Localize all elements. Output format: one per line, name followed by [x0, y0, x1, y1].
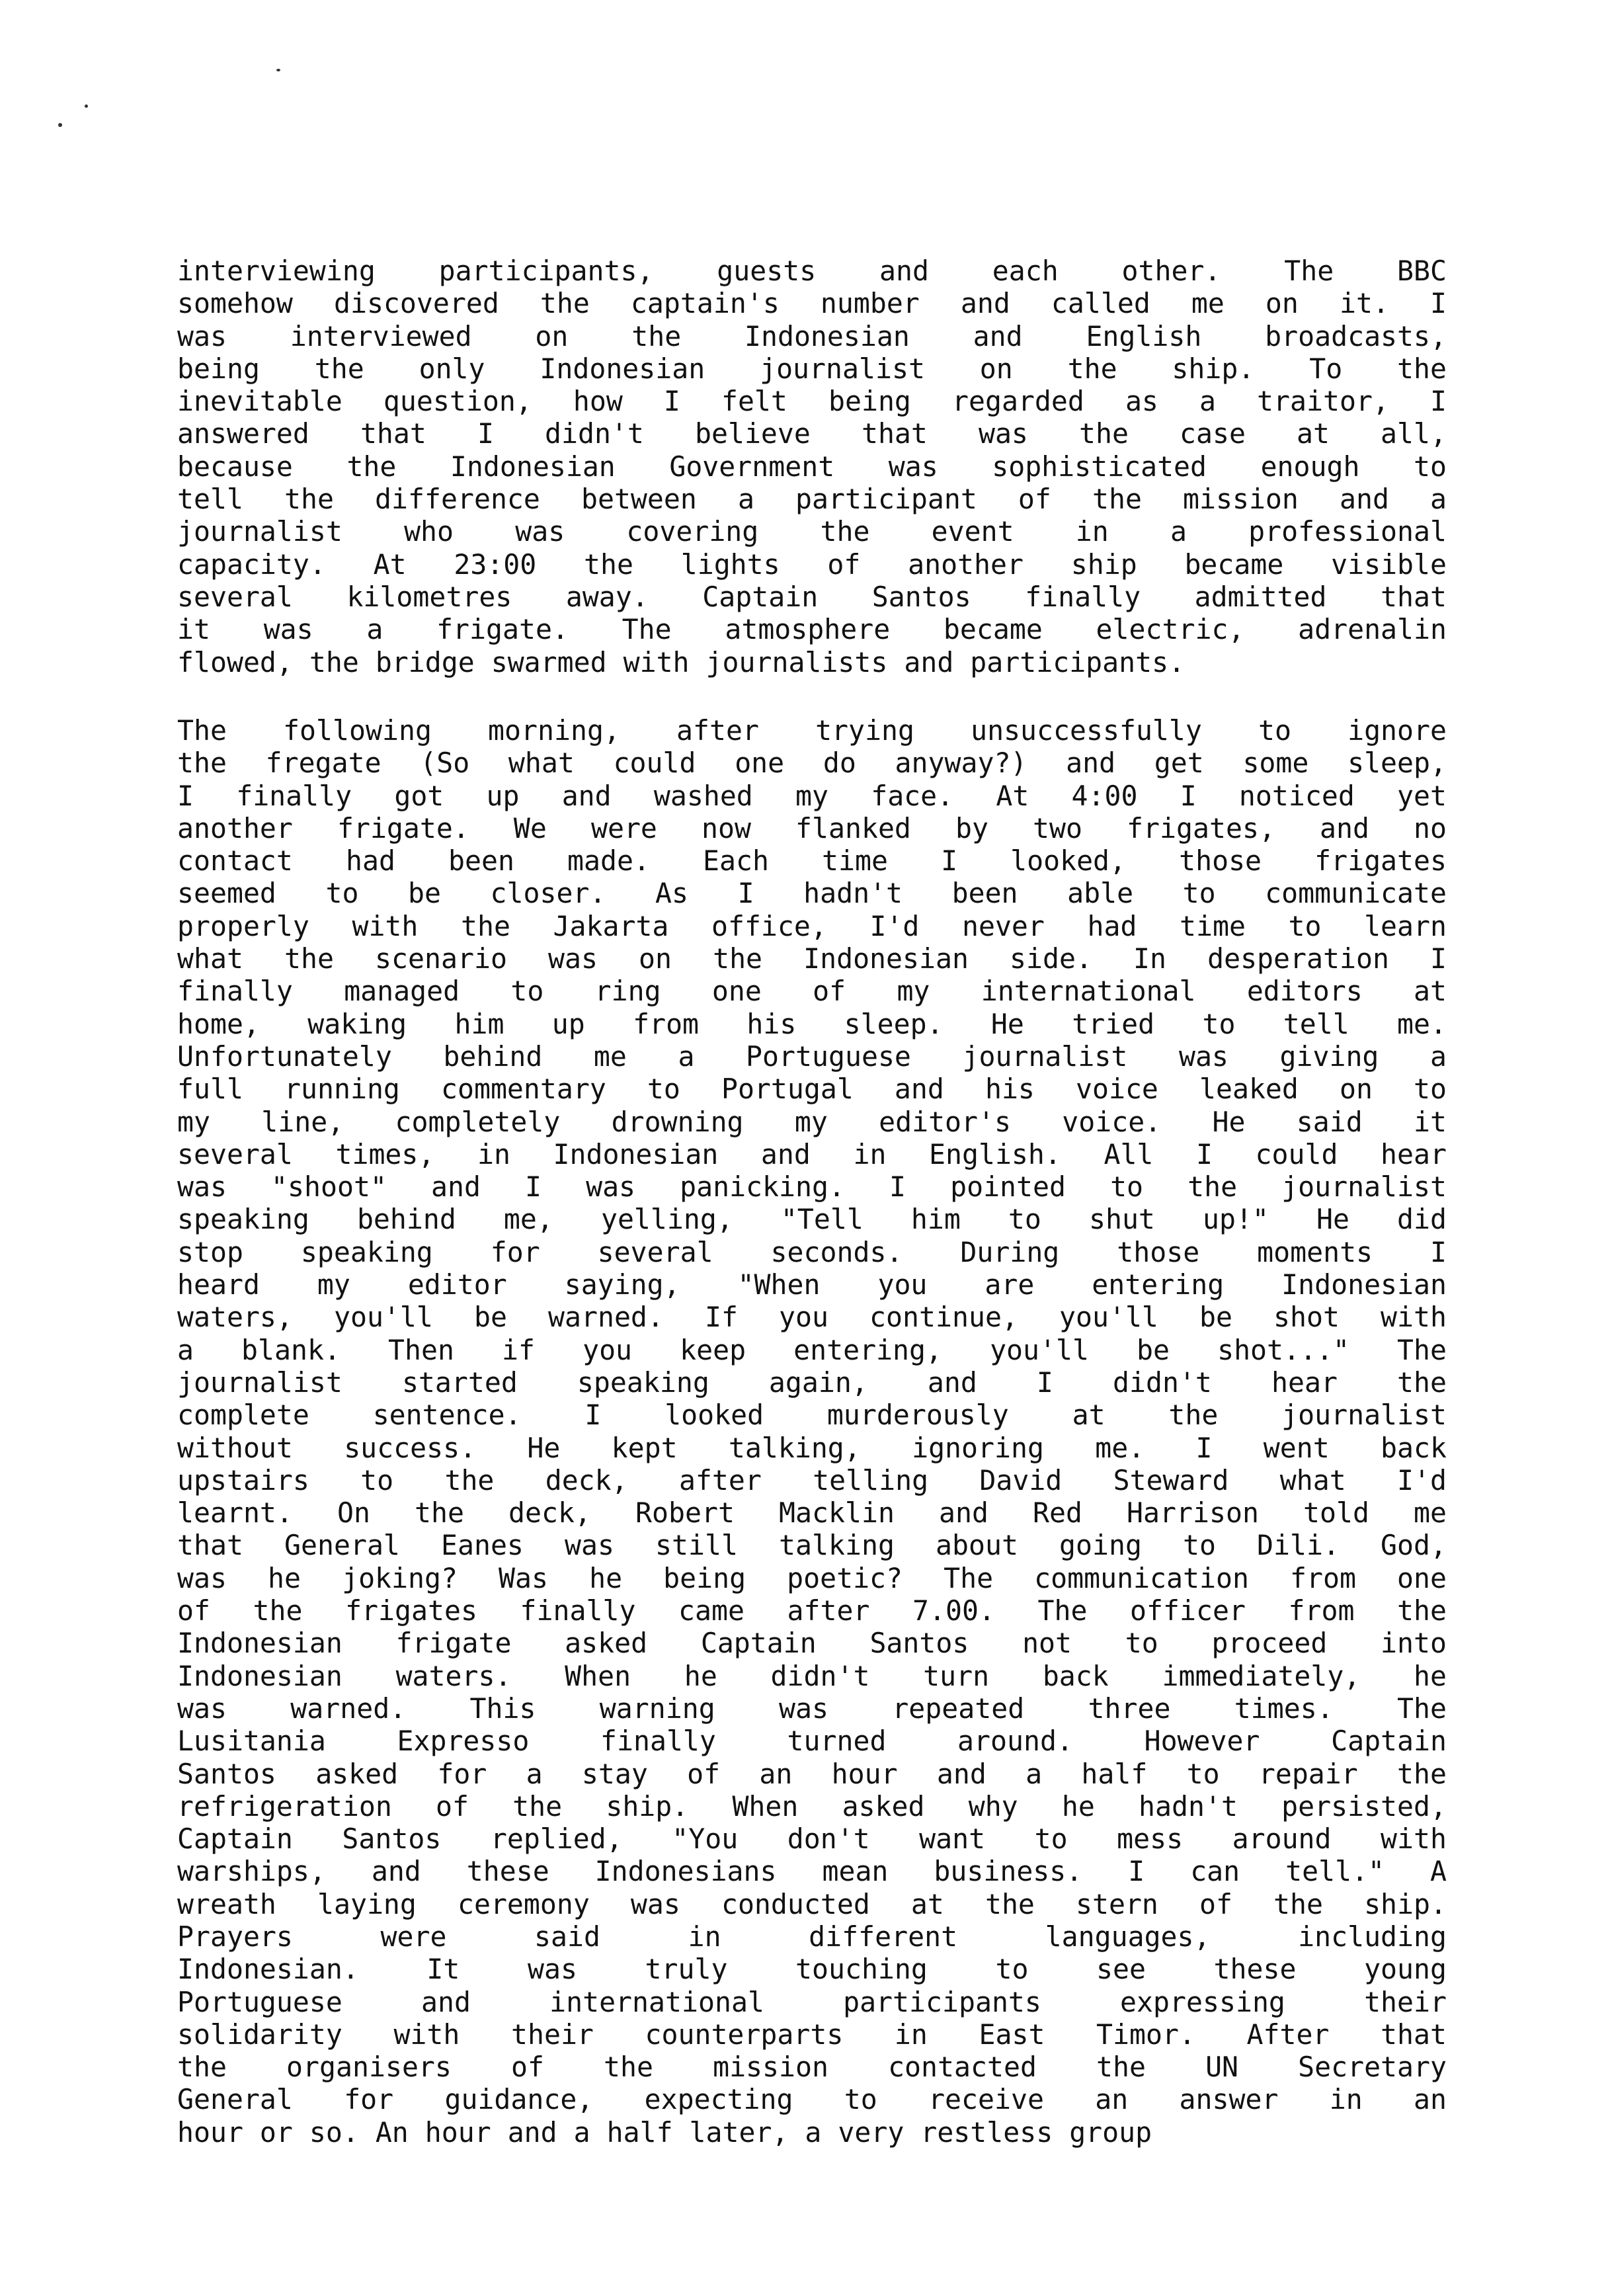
- text-line: refrigeration of the ship. When asked why he hadn't persisted,: [177, 1789, 1447, 1823]
- text-line: what the scenario was on the Indonesian side. In desperation I: [177, 942, 1447, 975]
- text-line: wreath laying ceremony was conducted at the stern of the ship.: [177, 1887, 1447, 1920]
- text-line: a blank. Then if you keep entering, you'll be shot..." The: [177, 1333, 1447, 1366]
- text-line: contact had been made. Each time I looked, those frigates: [177, 844, 1447, 878]
- text-line: Indonesian waters. When he didn't turn back immediately, he: [177, 1659, 1447, 1692]
- text-line: solidarity with their counterparts in East Timor. After that: [177, 2018, 1447, 2051]
- text-line: was he joking? Was he being poetic? The communication from one: [177, 1561, 1447, 1594]
- text-line: of the frigates finally came after 7.00. The officer from the: [177, 1594, 1447, 1627]
- text-line: was warned. This warning was repeated three times. The: [177, 1692, 1447, 1725]
- text-line: somehow discovered the captain's number and called me on it. I: [177, 287, 1447, 320]
- text-line: complete sentence. I looked murderously at the journalist: [177, 1399, 1447, 1432]
- text-line: finally managed to ring one of my international editors at: [177, 975, 1447, 1008]
- text-line: I finally got up and washed my face. At 4:00 I noticed yet: [177, 779, 1447, 812]
- text-line: learnt. On the deck, Robert Macklin and Red Harrison told me: [177, 1496, 1447, 1530]
- text-line: flowed, the bridge swarmed with journalists and participants.: [177, 645, 1186, 678]
- text-line: heard my editor saying, "When you are entering Indonesian: [177, 1268, 1447, 1301]
- text-line: that General Eanes was still talking about going to Dili. God,: [177, 1529, 1447, 1562]
- text-line: journalist started speaking again, and I didn't hear the: [177, 1366, 1447, 1399]
- text-line: Lusitania Expresso finally turned around. However Captain: [177, 1725, 1447, 1758]
- text-line: tell the difference between a participant of the mission and a: [177, 483, 1447, 516]
- paragraph-2: [177, 714, 1447, 2149]
- text-line: several kilometres away. Captain Santos finally admitted that: [177, 580, 1447, 613]
- text-line: another frigate. We were now flanked by two frigates, and no: [177, 811, 1447, 844]
- scan-speck: [276, 69, 280, 71]
- text-line: General for guidance, expecting to receive an answer in an: [177, 2083, 1447, 2116]
- text-line: properly with the Jakarta office, I'd never had time to learn: [177, 909, 1447, 942]
- text-line: was "shoot" and I was panicking. I pointed to the journalist: [177, 1170, 1447, 1204]
- text-line: was interviewed on the Indonesian and English broadcasts,: [177, 319, 1447, 352]
- scan-speck: [85, 104, 88, 108]
- text-line: it was a frigate. The atmosphere became electric, adrenalin: [177, 613, 1447, 646]
- text-line: seemed to be closer. As I hadn't been able to communicate: [177, 877, 1447, 910]
- paragraph-1: [177, 255, 1447, 678]
- text-line: upstairs to the deck, after telling David Steward what I'd: [177, 1463, 1447, 1496]
- text-line: because the Indonesian Government was sophisticated enough to: [177, 450, 1447, 483]
- text-line: waters, you'll be warned. If you continue, you'll be shot with: [177, 1301, 1447, 1334]
- text-line: Indonesian. It was truly touching to see these young: [177, 1953, 1447, 1986]
- text-line: full running commentary to Portugal and his voice leaked on to: [177, 1073, 1447, 1106]
- text-line: the fregate (So what could one do anyway?) and get some sleep,: [177, 747, 1447, 780]
- text-line: without success. He kept talking, ignoring me. I went back: [177, 1431, 1447, 1464]
- text-line: several times, in Indonesian and in English. All I could hear: [177, 1137, 1447, 1170]
- text-line: The following morning, after trying unsuccessfully to ignore: [177, 714, 1447, 747]
- text-line: Unfortunately behind me a Portuguese journalist was giving a: [177, 1040, 1447, 1073]
- text-line: home, waking him up from his sleep. He tried to tell me.: [177, 1007, 1447, 1040]
- text-line: being the only Indonesian journalist on the ship. To the: [177, 352, 1447, 385]
- scan-speck: [58, 123, 62, 127]
- text-line: Captain Santos replied, "You don't want to mess around with: [177, 1823, 1447, 1856]
- text-line: inevitable question, how I felt being regarded as a traitor, I: [177, 385, 1447, 418]
- text-line: journalist who was covering the event in a professional: [177, 515, 1447, 548]
- text-line: stop speaking for several seconds. During those moments I: [177, 1235, 1447, 1268]
- text-line: Prayers were said in different languages, including: [177, 1920, 1447, 1953]
- text-line: capacity. At 23:00 the lights of another ship became visible: [177, 548, 1447, 581]
- text-line: interviewing participants, guests and each other. The BBC: [177, 255, 1447, 287]
- text-line: speaking behind me, yelling, "Tell him to shut up!" He did: [177, 1203, 1447, 1236]
- text-line: Santos asked for a stay of an hour and a half to repair the: [177, 1757, 1447, 1790]
- text-line: Portuguese and international participants expressing their: [177, 1985, 1447, 2018]
- text-line: warships, and these Indonesians mean business. I can tell." A: [177, 1855, 1447, 1888]
- text-line: hour or so. An hour and a half later, a very restless group: [177, 2115, 1152, 2149]
- text-line: answered that I didn't believe that was the case at all,: [177, 417, 1447, 450]
- text-line: Indonesian frigate asked Captain Santos not to proceed into: [177, 1627, 1447, 1660]
- text-line: the organisers of the mission contacted the UN Secretary: [177, 2051, 1447, 2084]
- text-line: my line, completely drowning my editor's voice. He said it: [177, 1105, 1447, 1138]
